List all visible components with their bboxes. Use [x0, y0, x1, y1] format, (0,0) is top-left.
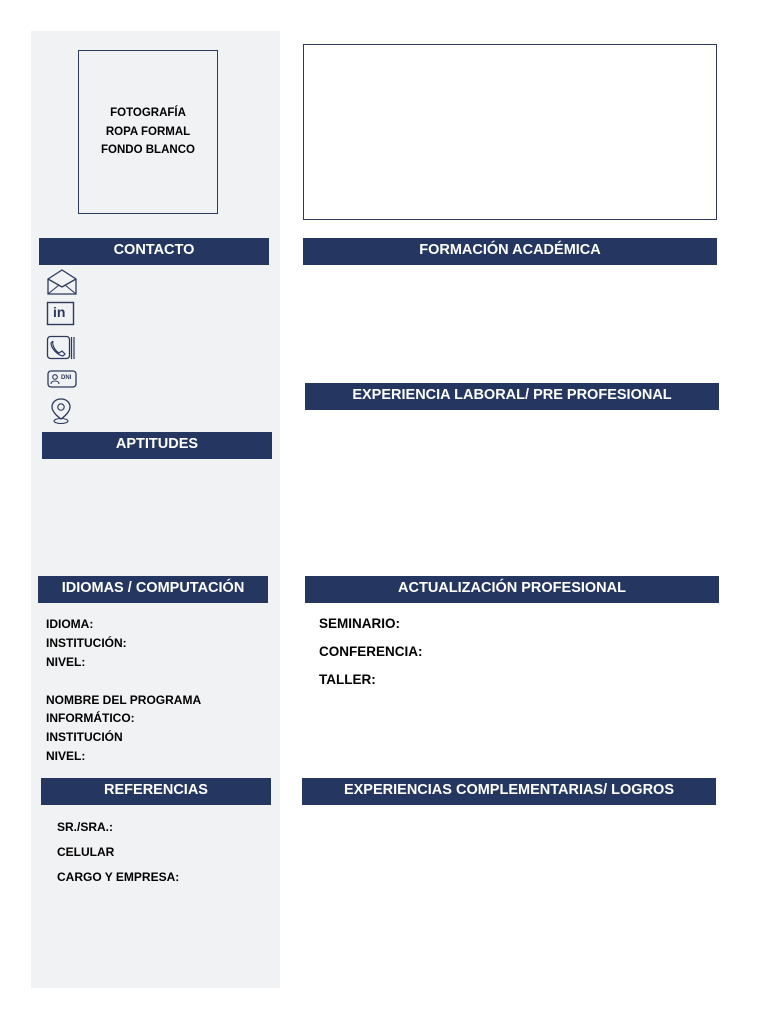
name-header-box[interactable]	[303, 44, 717, 220]
referencia-cargo-label: CARGO Y EMPRESA:	[57, 870, 180, 884]
conferencia-label: CONFERENCIA:	[319, 644, 423, 659]
dni-label: DNI	[61, 375, 72, 381]
institucion-label: INSTITUCIÓN:	[46, 636, 127, 650]
nivel-programa-label: NIVEL:	[46, 749, 86, 763]
photo-placeholder	[78, 50, 218, 214]
idioma-label: IDIOMA:	[46, 617, 94, 631]
taller-label: TALLER:	[319, 672, 376, 687]
section-referencias: REFERENCIAS	[41, 778, 271, 805]
dni-card-icon	[46, 369, 76, 395]
photo-line-3: FONDO BLANCO	[101, 144, 195, 157]
photo-line-2: ROPA FORMAL	[105, 125, 191, 138]
referencia-nombre-label: SR./SRA.:	[57, 820, 114, 834]
institucion-programa-label: INSTITUCIÓN	[46, 730, 123, 744]
section-formacion-academica: FORMACIÓN ACADÉMICA	[303, 238, 717, 265]
linkedin-icon	[46, 301, 76, 327]
nivel-label: NIVEL:	[46, 655, 86, 669]
seminario-label: SEMINARIO:	[319, 616, 400, 631]
programa-label-line-2: INFORMÁTICO:	[46, 711, 135, 725]
section-experiencias-complementarias: EXPERIENCIAS COMPLEMENTARIAS/ LOGROS	[302, 778, 716, 805]
photo-line-1: FOTOGRAFÍA	[110, 107, 186, 120]
location-pin-icon	[49, 397, 79, 423]
section-contacto: CONTACTO	[39, 238, 269, 265]
section-aptitudes: APTITUDES	[42, 432, 272, 459]
section-experiencia-laboral: EXPERIENCIA LABORAL/ PRE PROFESIONAL	[305, 383, 719, 410]
email-icon	[46, 268, 76, 294]
programa-label-line-1: NOMBRE DEL PROGRAMA	[46, 693, 202, 707]
phone-icon	[46, 335, 76, 361]
section-idiomas-computacion: IDIOMAS / COMPUTACIÓN	[38, 576, 268, 603]
section-actualizacion-profesional: ACTUALIZACIÓN PROFESIONAL	[305, 576, 719, 603]
referencia-celular-label: CELULAR	[57, 845, 115, 859]
linkedin-label: in	[53, 304, 66, 320]
